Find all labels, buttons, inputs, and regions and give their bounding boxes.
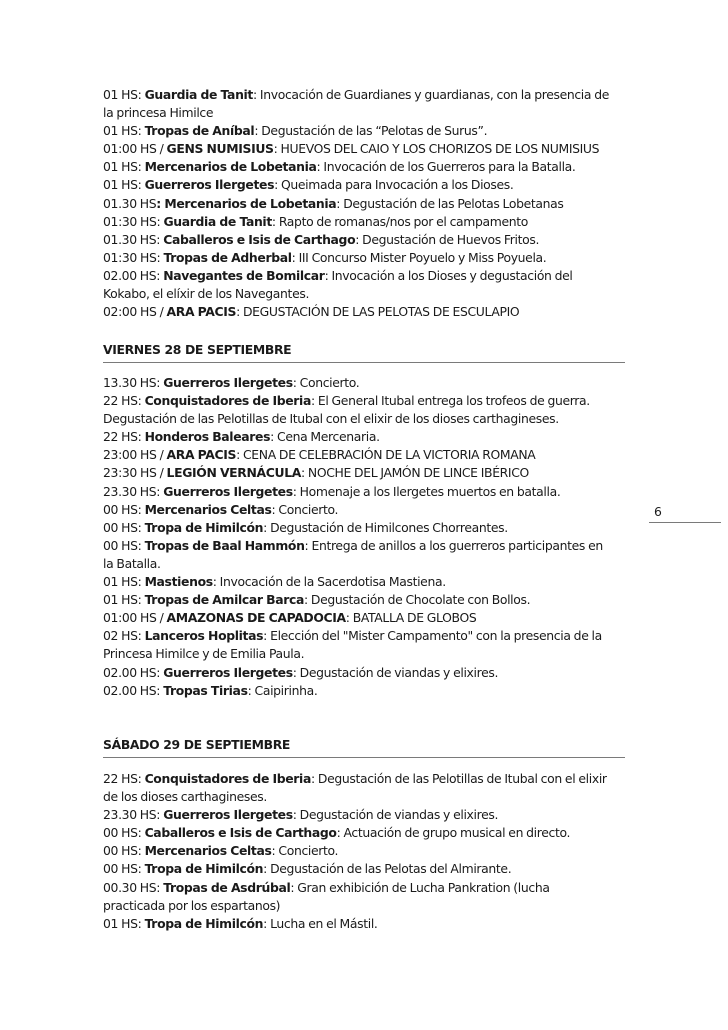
event-description: : Queimada para Invocación a los Dioses. xyxy=(274,177,514,193)
schedule-line xyxy=(103,573,625,591)
schedule-line xyxy=(103,897,625,915)
event-time: 22 HS: xyxy=(103,429,145,445)
event-time: 00 HS: xyxy=(103,501,145,517)
event-description: : Concierto. xyxy=(292,375,360,390)
event-description: : Gran exhibición de Lucha Pankration (lucha xyxy=(290,879,550,895)
event-time: 23:30 HS / xyxy=(103,465,167,481)
event-time: 22 HS: xyxy=(103,771,145,786)
event-group: Mercenarios Celtas xyxy=(144,501,272,517)
schedule-line xyxy=(103,213,625,231)
event-description: : Invocación a los Dioses y degustación del xyxy=(324,267,573,283)
event-group: Tropa de Himilcón xyxy=(144,519,264,535)
event-time: 01 HS: xyxy=(103,592,145,608)
event-time: 01 HS: xyxy=(103,915,145,931)
event-time: 00 HS: xyxy=(103,861,145,877)
schedule-block-jueves-night xyxy=(103,86,625,321)
schedule-line xyxy=(103,303,625,321)
schedule-line xyxy=(103,519,625,537)
event-group: Conquistadores de Iberia xyxy=(144,771,311,786)
event-description: : Degustación de Huevos Fritos. xyxy=(355,231,540,247)
event-description: : Elección del "Mister Campamento" con la presencia de la xyxy=(263,628,602,644)
event-time: 01 HS: xyxy=(103,177,145,193)
event-group: Guerreros Ilergetes xyxy=(144,177,275,193)
schedule-line xyxy=(103,879,625,897)
schedule-line xyxy=(103,501,625,519)
event-group: Tropa de Himilcón xyxy=(144,861,264,877)
event-group: Mercenarios de Lobetania xyxy=(144,159,317,175)
schedule-line xyxy=(103,122,625,140)
schedule-line xyxy=(103,609,625,627)
event-group: Guerreros Ilergetes xyxy=(163,483,293,499)
event-group: Mastienos xyxy=(144,574,213,590)
event-description: Degustación de las Pelotillas de Itubal con el elixir de los dioses carthagineses. xyxy=(103,411,559,427)
schedule-line xyxy=(103,410,625,428)
schedule-block-sabado xyxy=(103,770,625,933)
schedule-line xyxy=(103,176,625,194)
event-description: : Degustación de viandas y elixires. xyxy=(292,807,499,823)
event-time: 01 HS: xyxy=(103,159,145,175)
event-description: : Invocación de Guardianes y guardianas, con la presencia de xyxy=(253,87,610,102)
schedule-line xyxy=(103,627,625,645)
event-description: : Caipirinha. xyxy=(247,682,318,698)
section-heading-sabado: SÁBADO 29 DE SEPTIEMBRE xyxy=(103,736,625,758)
event-description: : Concierto. xyxy=(271,501,339,517)
event-group: Conquistadores de Iberia xyxy=(144,393,311,409)
event-description: de los dioses carthagineses. xyxy=(103,789,267,805)
schedule-line xyxy=(103,195,625,213)
event-description: : Degustación de las Pelotillas de Itubal con el elixir xyxy=(310,771,607,786)
event-time: 01:30 HS: xyxy=(103,213,164,229)
event-description: : El General Itubal entrega los trofeos de guerra. xyxy=(310,393,590,409)
event-time: 00.30 HS: xyxy=(103,879,164,895)
schedule-line xyxy=(103,788,625,806)
event-group: Tropas de Asdrúbal xyxy=(163,879,291,895)
schedule-line xyxy=(103,555,625,573)
event-group: Mercenarios Celtas xyxy=(144,843,272,859)
event-group: Tropas de Baal Hammón xyxy=(144,537,305,553)
event-description: : Degustación de las “Pelotas de Surus”. xyxy=(254,123,488,139)
schedule-line xyxy=(103,374,625,392)
event-description: : Actuación de grupo musical en directo. xyxy=(336,825,571,841)
event-time: 13.30 HS: xyxy=(103,375,164,390)
event-description: : HUEVOS DEL CAIO Y LOS CHORIZOS DE LOS NUMISIUS xyxy=(273,141,600,157)
event-time: 01:00 HS / xyxy=(103,610,167,626)
event-time: 02.00 HS: xyxy=(103,664,164,680)
event-time: 02 HS: xyxy=(103,628,145,644)
schedule-line xyxy=(103,158,625,176)
schedule-line xyxy=(103,664,625,682)
schedule-line xyxy=(103,464,625,482)
schedule-line xyxy=(103,86,625,104)
event-group: Guerreros Ilergetes xyxy=(163,807,293,823)
event-time: 01.30 HS xyxy=(103,195,157,211)
event-time: 01 HS: xyxy=(103,574,145,590)
schedule-line xyxy=(103,231,625,249)
event-description: : Invocación de los Guerreros para la Batalla. xyxy=(316,159,576,175)
event-time: 01 HS: xyxy=(103,87,145,102)
schedule-line xyxy=(103,428,625,446)
event-group: LEGIÓN VERNÁCULA xyxy=(166,465,301,481)
event-group: Caballeros e Isis de Carthago xyxy=(144,825,337,841)
event-group: ARA PACIS xyxy=(166,304,237,320)
event-description: : BATALLA DE GLOBOS xyxy=(345,610,477,626)
event-group: Guerreros Ilergetes xyxy=(163,664,293,680)
schedule-block-viernes xyxy=(103,374,625,700)
event-description: : Homenaje a los Ilergetes muertos en batalla. xyxy=(292,483,561,499)
event-description: : NOCHE DEL JAMÓN DE LINCE IBÉRICO xyxy=(300,465,529,481)
event-group: Tropas de Amilcar Barca xyxy=(144,592,304,608)
schedule-line xyxy=(103,682,625,700)
event-time: 00 HS: xyxy=(103,537,145,553)
schedule-line xyxy=(103,645,625,663)
event-time: 02.00 HS: xyxy=(103,682,164,698)
schedule-line xyxy=(103,249,625,267)
event-description: practicada por los espartanos) xyxy=(103,897,281,913)
event-group: Guardia de Tanit xyxy=(144,87,254,102)
event-description: la Batalla. xyxy=(103,555,161,571)
event-time: 01:00 HS / xyxy=(103,141,167,157)
event-group: Guerreros Ilergetes xyxy=(163,375,293,390)
event-time: 23:00 HS / xyxy=(103,447,167,463)
event-group: Navegantes de Bomilcar xyxy=(163,267,325,283)
schedule-line xyxy=(103,140,625,158)
event-time: 00 HS: xyxy=(103,843,145,859)
schedule-line xyxy=(103,824,625,842)
schedule-line xyxy=(103,842,625,860)
event-time: 23.30 HS: xyxy=(103,483,164,499)
section-heading-viernes: VIERNES 28 DE SEPTIEMBRE xyxy=(103,341,625,363)
event-time: 01 HS: xyxy=(103,123,145,139)
schedule-line xyxy=(103,483,625,501)
schedule-line xyxy=(103,446,625,464)
event-time: 01.30 HS: xyxy=(103,231,164,247)
event-time: 23.30 HS: xyxy=(103,807,164,823)
schedule-line xyxy=(103,915,625,933)
event-group: : Mercenarios de Lobetania xyxy=(156,195,337,211)
event-group: Tropas de Aníbal xyxy=(144,123,255,139)
schedule-line xyxy=(103,267,625,285)
event-time: 00 HS: xyxy=(103,519,145,535)
schedule-line xyxy=(103,104,625,122)
event-group: Lanceros Hoplitas xyxy=(144,628,264,644)
schedule-line xyxy=(103,392,625,410)
event-description: : Degustación de Chocolate con Bollos. xyxy=(303,592,531,608)
event-group: GENS NUMISIUS xyxy=(166,141,274,157)
schedule-line xyxy=(103,770,625,788)
event-group: Tropas Tirias xyxy=(163,682,248,698)
event-group: Guardia de Tanit xyxy=(163,213,272,229)
event-description: Kokabo, el elíxir de los Navegantes. xyxy=(103,286,310,302)
event-description: : Concierto. xyxy=(271,843,339,859)
event-group: ARA PACIS xyxy=(166,447,237,463)
schedule-line xyxy=(103,537,625,555)
page-number-rule xyxy=(649,522,721,523)
event-description: : Lucha en el Mástil. xyxy=(263,915,378,931)
event-group: AMAZONAS DE CAPADOCIA xyxy=(166,610,346,626)
event-description: : Degustación de las Pelotas Lobetanas xyxy=(336,195,564,211)
event-group: Caballeros e Isis de Carthago xyxy=(163,231,356,247)
event-description: : Cena Mercenaria. xyxy=(270,429,380,445)
event-group: Tropa de Himilcón xyxy=(144,915,264,931)
event-time: 02:00 HS / xyxy=(103,304,167,320)
schedule-line xyxy=(103,860,625,878)
page-number: 6 xyxy=(654,504,662,519)
event-time: 02.00 HS: xyxy=(103,267,164,283)
event-description: : Rapto de romanas/nos por el campamento xyxy=(271,213,528,229)
event-time: 22 HS: xyxy=(103,393,145,409)
event-group: Honderos Baleares xyxy=(144,429,271,445)
event-description: : CENA DE CELEBRACIÓN DE LA VICTORIA ROMANA xyxy=(236,447,536,463)
event-description: : Invocación de la Sacerdotisa Mastiena. xyxy=(212,574,446,590)
event-description: : Degustación de Himilcones Chorreantes. xyxy=(263,519,508,535)
event-description: : III Concurso Mister Poyuelo y Miss Poyuela. xyxy=(291,249,547,265)
event-time: 01:30 HS: xyxy=(103,249,164,265)
event-description: : DEGUSTACIÓN DE LAS PELOTAS DE ESCULAPIO xyxy=(236,304,520,320)
event-time: 00 HS: xyxy=(103,825,145,841)
schedule-line xyxy=(103,591,625,609)
event-description: Princesa Himilce y de Emilia Paula. xyxy=(103,646,305,662)
schedule-line xyxy=(103,806,625,824)
event-description: : Entrega de anillos a los guerreros participantes en xyxy=(304,537,603,553)
schedule-line xyxy=(103,285,625,303)
event-description: la princesa Himilce xyxy=(103,105,214,121)
event-group: Tropas de Adherbal xyxy=(163,249,292,265)
event-description: : Degustación de viandas y elixires. xyxy=(292,664,499,680)
event-description: : Degustación de las Pelotas del Almirante. xyxy=(263,861,512,877)
